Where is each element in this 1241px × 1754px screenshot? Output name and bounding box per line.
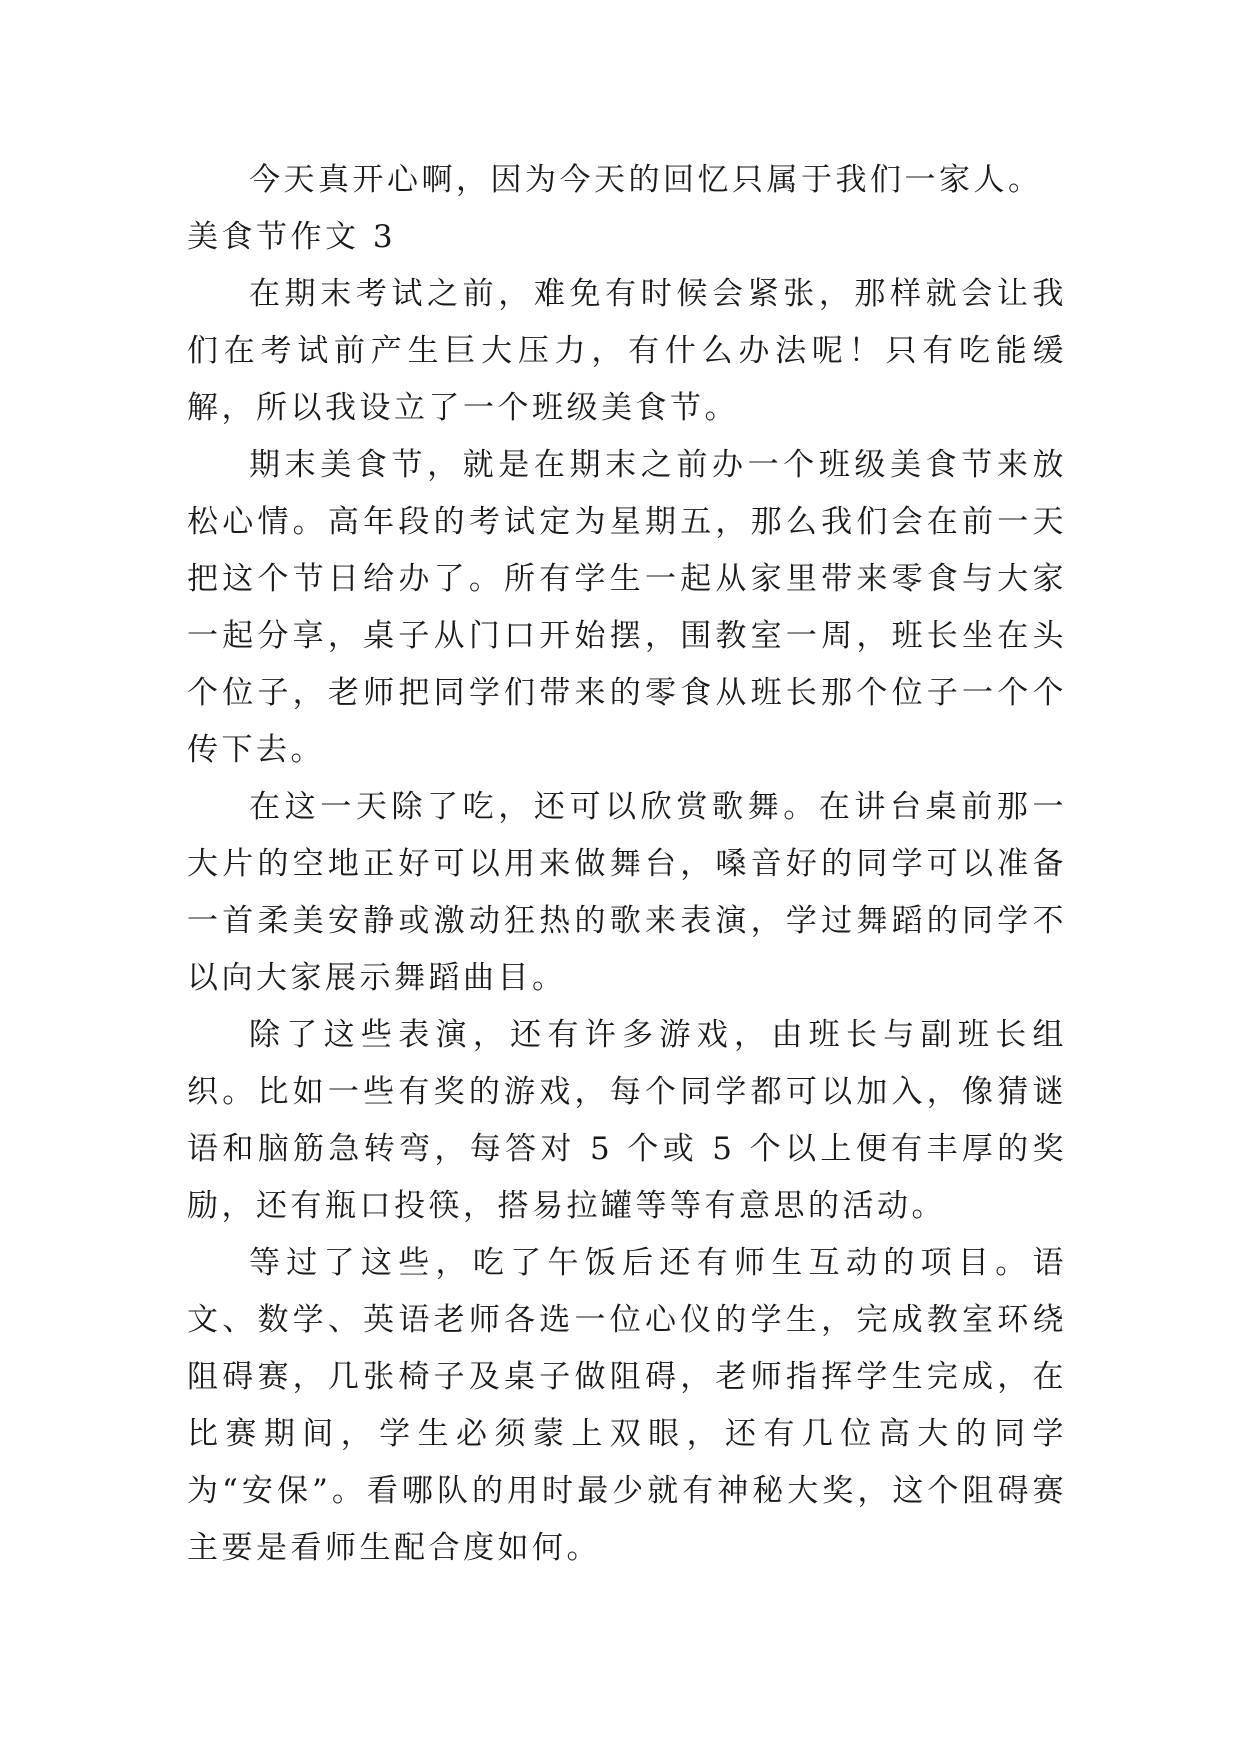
body-paragraph-4: 除了这些表演，还有许多游戏，由班长与副班长组织。比如一些有奖的游戏，每个同学都可以加入，像猜谜语和脑筋急转弯，每答对 5 个或 5 个以上便有丰厚的奖励，还有瓶口投筷，搭易拉罐等等有意思的活动。	[187, 1017, 1067, 1224]
essay-heading: 美食节作文 3	[187, 219, 397, 255]
document-body	[187, 152, 1067, 1577]
body-paragraph-5: 等过了这些，吃了午饭后还有师生互动的项目。语文、数学、英语老师各选一位心仪的学生，完成教室环绕阻碍赛，几张椅子及桌子做阻碍，老师指挥学生完成，在比赛期间，学生必须蒙上双眼，还有几位高大的同学为“安保”。看哪队的用时最少就有神秘大奖，这个阻碍赛主要是看师生配合度如何。	[187, 1245, 1067, 1566]
body-paragraph-2: 期末美食节，就是在期末之前办一个班级美食节来放松心情。高年段的考试定为星期五，那么我们会在前一天把这个节日给办了。所有学生一起从家里带来零食与大家一起分享，桌子从门口开始摆，围教室一周，班长坐在头个位子，老师把同学们带来的零食从班长那个位子一个个传下去。	[187, 447, 1067, 768]
closing-paragraph: 今天真开心啊，因为今天的回忆只属于我们一家人。	[249, 162, 1043, 198]
body-paragraph-1: 在期末考试之前，难免有时候会紧张，那样就会让我们在考试前产生巨大压力，有什么办法呢！只有吃能缓解，所以我设立了一个班级美食节。	[187, 276, 1067, 426]
body-paragraph-3: 在这一天除了吃，还可以欣赏歌舞。在讲台桌前那一大片的空地正好可以用来做舞台，嗓音好的同学可以准备一首柔美安静或激动狂热的歌来表演，学过舞蹈的同学不以向大家展示舞蹈曲目。	[187, 789, 1067, 996]
